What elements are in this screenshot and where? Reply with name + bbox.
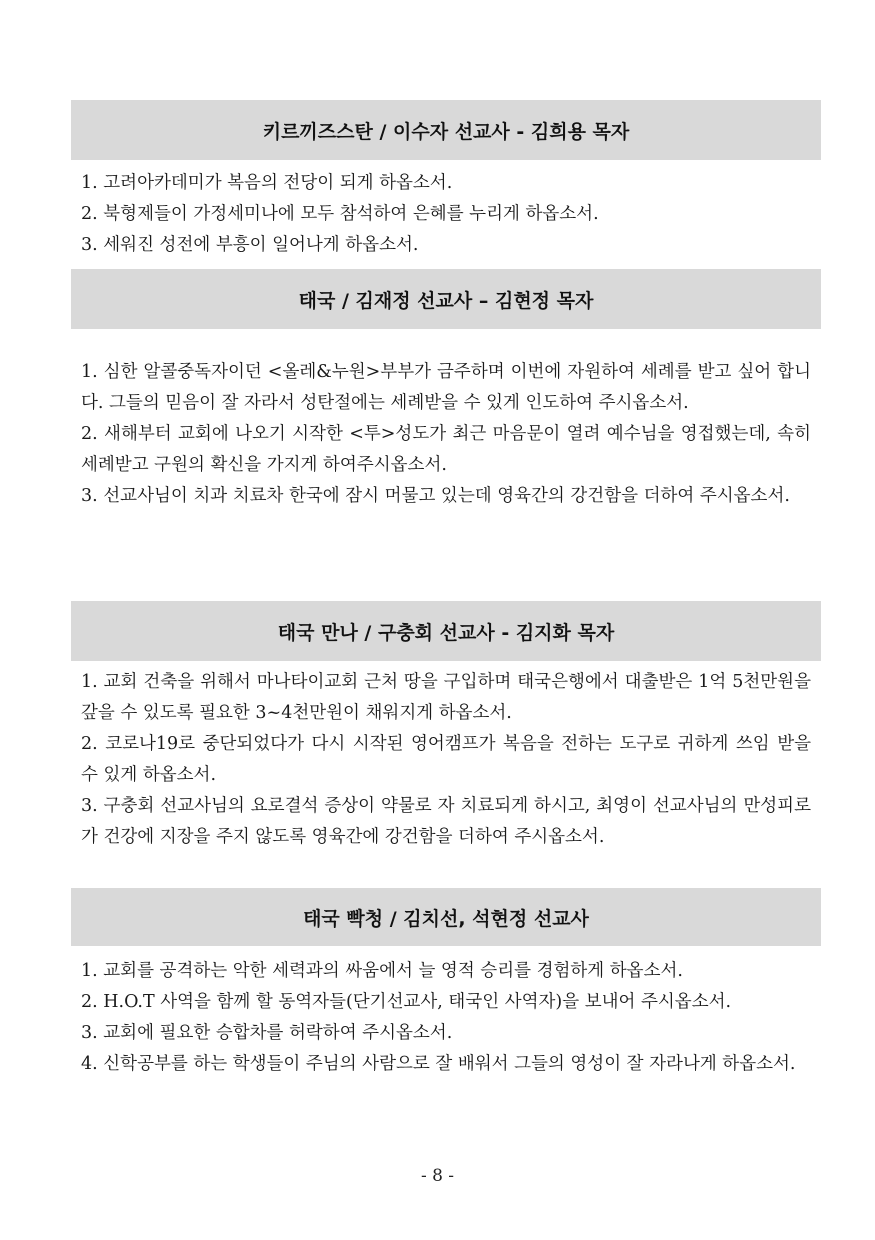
prayer-item: 2. 북형제들이 가정세미나에 모두 참석하여 은혜를 누리게 하옵소서. — [81, 204, 599, 224]
prayer-item: 4. 신학공부를 하는 학생들이 주님의 사람으로 잘 배워서 그들의 영성이 잘 자라나게 하옵소서. — [81, 1054, 796, 1074]
section-header: 태국 만나 / 구충회 선교사 - 김지화 목자 — [71, 601, 821, 661]
section-header: 태국 빡청 / 김치선, 석현정 선교사 — [71, 888, 821, 946]
prayer-section-thailand-pakchong — [71, 888, 821, 1080]
prayer-item: 3. 교회에 필요한 승합차를 허락하여 주시옵소서. — [81, 1023, 453, 1043]
prayer-item: 3. 선교사님이 치과 치료차 한국에 잠시 머물고 있는데 영육간의 강건함을 더하여 주시옵소서. — [81, 486, 790, 506]
prayer-item: 3. 구충회 선교사님의 요로결석 증상이 약물로 자 치료되게 하시고, 최영이 선교사님의 만성피로가 건강에 지장을 주지 않도록 영육간에 강건함을 더하여 주시옵소서. — [81, 796, 811, 847]
prayer-list — [71, 329, 821, 512]
prayer-item: 2. 새해부터 교회에 나오기 시작한 <투>성도가 최근 마음문이 열려 예수님을 영접했는데, 속히 세례받고 구원의 확신을 가지게 하여주시옵소서. — [81, 424, 811, 475]
prayer-item: 1. 고려아카데미가 복음의 전당이 되게 하옵소서. — [81, 173, 453, 193]
prayer-section-thailand — [71, 269, 821, 512]
prayer-item: 1. 교회 건축을 위해서 마나타이교회 근처 땅을 구입하며 태국은행에서 대출받은 1억 5천만원을 갚을 수 있도록 필요한 3~4천만원이 채워지게 하옵소서. — [81, 672, 811, 723]
prayer-item: 1. 교회를 공격하는 악한 세력과의 싸움에서 늘 영적 승리를 경험하게 하옵소서. — [81, 961, 683, 981]
prayer-section-kyrgyzstan — [71, 100, 821, 261]
prayer-list — [71, 946, 821, 1080]
section-header: 키르끼즈스탄 / 이수자 선교사 - 김희용 목자 — [71, 100, 821, 160]
prayer-item: 2. H.O.T 사역을 함께 할 동역자들(단기선교사, 태국인 사역자)을 보내어 주시옵소서. — [81, 992, 732, 1012]
section-header: 태국 / 김재정 선교사 – 김현정 목자 — [71, 269, 821, 329]
prayer-item: 1. 심한 알콜중독자이던 <올레&누원>부부가 금주하며 이번에 자원하여 세례를 받고 싶어 합니다. 그들의 믿음이 잘 자라서 성탄절에는 세례받을 수 있게 인도하여 주시옵소서. — [81, 362, 811, 413]
prayer-list — [71, 160, 821, 261]
prayer-section-thailand-manna — [71, 601, 821, 853]
prayer-list — [71, 661, 821, 853]
prayer-item: 2. 코로나19로 중단되었다가 다시 시작된 영어캠프가 복음을 전하는 도구로 귀하게 쓰임 받을 수 있게 하옵소서. — [81, 734, 811, 785]
page-number: - 8 - — [420, 1166, 455, 1186]
prayer-item: 3. 세워진 성전에 부흥이 일어나게 하옵소서. — [81, 235, 419, 255]
